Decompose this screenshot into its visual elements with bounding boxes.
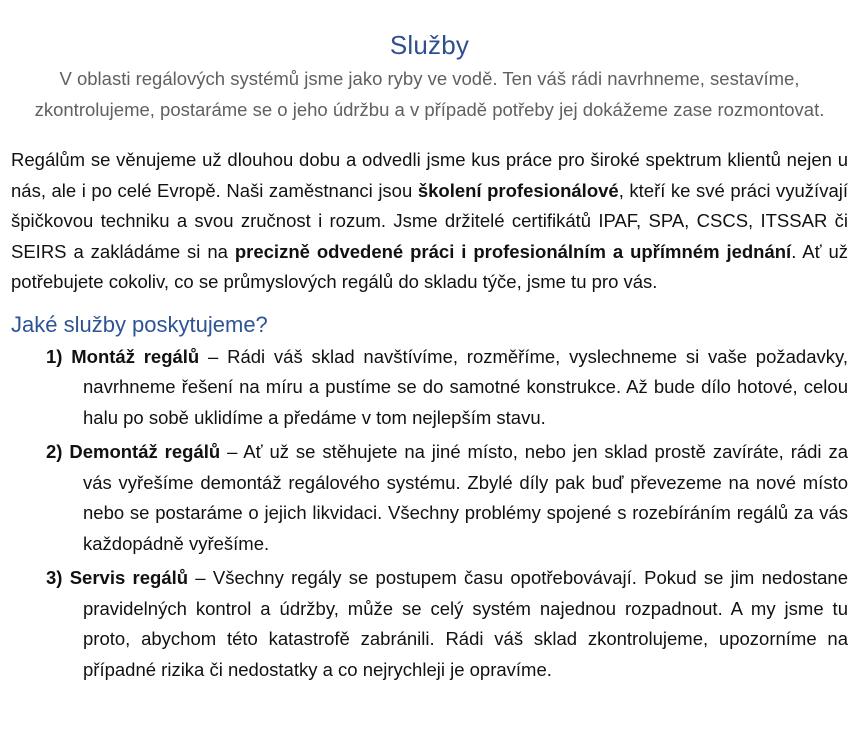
service-name: Montáž regálů [71,345,200,367]
services-list [11,342,848,686]
service-number: 3) [46,567,63,588]
service-name: Demontáž regálů [69,441,221,462]
page-subtitle: V oblasti regálových systémů jsme jako ryby ve vodě. Ten váš rádi navrhneme, sestavíme, zkontrolujeme, postaráme se o jeho údržbu a v případě potřeby jej dokážeme zase rozmontovat. [34,68,825,120]
intro-paragraph [11,145,848,298]
intro-text-2: , kteří ke své práci využívají špičkovou techniku a svou zručnost i rozum. Jsme držitelé certifikátů IPAF, SPA, CSCS, ITSSAR či SEIRS a zakládáme si na [11,179,848,262]
services-heading: Jaké služby poskytujeme? [11,311,268,337]
service-item-servis [11,563,848,685]
intro-text-1: Regálům se věnujeme už dlouhou dobu a odvedli jsme kus práce pro široké spektrum klientů nejen u nás, ale i po celé Evropě. Naši zaměstnanci jsou [11,149,848,201]
service-item-demontaz [11,437,848,559]
service-number: 2) [46,441,63,462]
service-description: – Rádi váš sklad navštívíme, rozměříme, vyslechneme si vaše požadavky, navrhneme řešení na míru a pustíme se do samotné konstrukce. Až bude dílo hotové, celou halu po sobě uklidíme a předáme v tom nejlepším stavu. [83,345,849,428]
page-title: Služby [389,30,470,60]
service-name: Servis regálů [69,567,189,588]
intro-bold-1: školení profesionálové [417,179,619,201]
service-number: 1) [46,345,63,367]
service-description: – Všechny regály se postupem času opotřebovávají. Pokud se jim nedostane pravidelných kontrol a údržby, může se celý systém najednou rozpadnout. A my jsme tu proto, abychom této katastrofě zabránili. Rádi váš sklad zkontrolujeme, upozorníme na případné rizika či nedostatky a co nejrychleji je opravíme. [83,567,848,680]
intro-text-3: . Ať už potřebujete cokoliv, co se průmyslových regálů do skladu týče, jsme tu pro vás. [11,240,848,292]
service-item-montaz [11,342,848,434]
intro-bold-2: precizně odvedené práci i profesionálním a upřímném jednání [234,240,792,262]
service-description: – Ať už se stěhujete na jiné místo, nebo jen sklad prostě zavíráte, rádi za vás vyřešíme demontáž regálového systému. Zbylé díly pak buď převezeme na nové místo nebo se postaráme o jejich likvidaci. Všechny problémy spojené s rozebíráním regálů za vás každopádně vyřešíme. [83,441,848,554]
